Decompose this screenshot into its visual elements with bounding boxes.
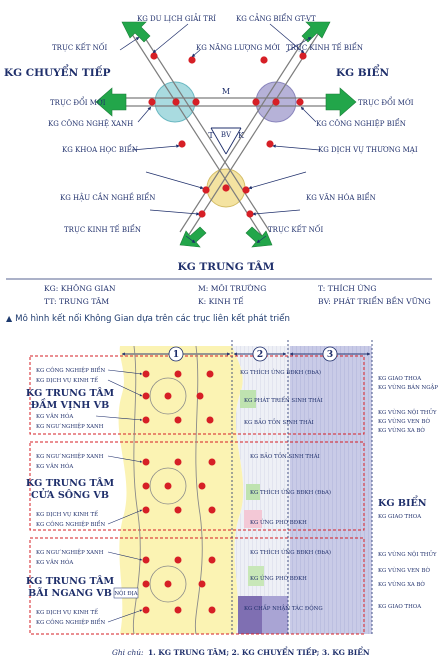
legend-kg: KG: KHÔNG GIAN — [44, 284, 116, 293]
right-label-3: KG VÙNG NỘI THỦY — [378, 410, 437, 416]
zone-number-3: 3 — [326, 350, 334, 360]
right-label-4: KG VÙNG VEN BỜ — [378, 419, 430, 425]
label-du-lich: KG DU LỊCH GIẢI TRÍ — [137, 15, 216, 23]
right-label-6: KG GIAO THOA — [378, 514, 422, 520]
left-label-5: KG NGƯ NGHIỆP XANH — [36, 454, 104, 460]
label-nang-luong: KG NĂNG LƯỢNG MỚI — [196, 44, 281, 52]
center-3-line2: BÃI NGANG VB — [28, 588, 112, 599]
connection-model-diagram — [0, 0, 438, 280]
mid-label-6: KG ỨNG PHÓ BĐKH — [250, 520, 307, 526]
left-label-8: KG CÔNG NGHIỆP BIỂN — [36, 522, 106, 528]
figure-caption — [6, 314, 436, 324]
mid-label-9: KG CHẤP NHẬN TÁC ĐỘNG — [244, 606, 323, 612]
abbreviation-legend — [0, 278, 438, 310]
left-label-11: KG DỊCH VỤ KINH TẾ — [36, 610, 99, 616]
right-label-2: KG VÙNG BÁN NGẬP — [378, 385, 438, 391]
coastal-zoning-diagram — [0, 334, 438, 665]
legend-k: K: KINH TẾ — [198, 297, 244, 306]
inland-tag-text: NỘI ĐỊA — [114, 591, 138, 597]
mid-label-8: KG ỨNG PHÓ BĐKH — [250, 576, 307, 582]
label-truc-doi-moi-left: TRỤC ĐỔI MỚI — [50, 99, 106, 107]
left-label-7: KG DỊCH VỤ KINH TẾ — [36, 512, 99, 518]
left-label-3: KG VĂN HÓA — [36, 414, 74, 420]
label-khoa-hoc-bien: KG KHOA HỌC BIỂN — [62, 146, 138, 154]
label-truc-ket-noi-bottom-right: TRỤC KẾT NỐI — [268, 226, 324, 234]
zone-number-1: 1 — [172, 350, 180, 360]
right-label-7: KG VÙNG NỘI THỦY — [378, 552, 437, 558]
left-label-6: KG VĂN HÓA — [36, 464, 74, 470]
legend-tt: TT: TRUNG TÂM — [44, 297, 110, 306]
kg-bien-bottom: KG BIỂN — [378, 498, 427, 509]
label-van-hoa-bien: KG VĂN HÓA BIỂN — [306, 194, 376, 202]
label-cong-nghe-xanh: KG CÔNG NGHỆ XANH — [48, 120, 134, 128]
mid-label-1: KG THÍCH ỨNG BĐKH (ĐbA) — [240, 370, 321, 376]
note-text: 1. KG TRUNG TÂM; 2. KG CHUYỂN TIẾP; 3. KG BIỂN — [148, 648, 370, 657]
caption-text: Mô hình kết nối Không Gian dựa trên các trục liên kết phát triển — [15, 314, 290, 324]
mid-label-3: KG BẢO TỒN SINH THÁI — [244, 420, 314, 426]
label-cang-bien: KG CẢNG BIỂN GT-VT — [236, 15, 316, 23]
left-label-1: KG CÔNG NGHIỆP BIỂN — [36, 368, 106, 374]
label-kg-chuyen-tiep: KG CHUYỂN TIẾP — [4, 67, 111, 79]
label-truc-doi-moi-right: TRỤC ĐỔI MỚI — [358, 99, 414, 107]
label-truc-kinh-te-bien-top-right: TRỤC KINH TẾ BIỂN — [286, 44, 364, 52]
right-label-5: KG VÙNG XA BỜ — [378, 428, 425, 434]
center-2-line2: CỬA SÔNG VB — [31, 490, 109, 501]
left-label-10: KG VĂN HÓA — [36, 560, 74, 566]
mid-label-2: KG PHÁT TRIỂN SINH THÁI — [244, 398, 323, 404]
triangle-icon: ▲ — [6, 314, 13, 323]
right-label-10: KG GIAO THOA — [378, 604, 422, 610]
label-kg-trung-tam: KG TRUNG TÂM — [177, 261, 275, 273]
label-cong-nghiep-bien: KG CÔNG NGHIỆP BIỂN — [316, 120, 406, 128]
note-prefix: Ghi chú: — [112, 648, 144, 657]
center-1-line1: KG TRUNG TÂM — [25, 388, 115, 399]
legend-m: M: MÔI TRƯỜNG — [198, 284, 267, 293]
label-m: M — [221, 87, 231, 96]
legend-t: T: THÍCH ỨNG — [318, 284, 377, 293]
label-k: K — [238, 131, 244, 140]
mid-label-5: KG THÍCH ỨNG BĐKH (ĐbA) — [250, 490, 331, 496]
mid-label-7: KG THÍCH ỨNG BĐKH (ĐbA) — [250, 550, 331, 556]
label-truc-kinh-te-bien-bottom-left: TRỤC KINH TẾ BIỂN — [64, 226, 142, 234]
center-2-line1: KG TRUNG TÂM — [25, 478, 115, 489]
mid-label-4: KG BẢO TỒN SINH THÁI — [250, 454, 320, 460]
label-hau-can: KG HẬU CẦN NGHỀ BIỂN — [60, 194, 156, 202]
legend-bv: BV: PHÁT TRIỂN BỀN VỮNG — [318, 297, 431, 306]
left-label-2: KG DỊCH VỤ KINH TẾ — [36, 378, 99, 384]
left-label-4: KG NGƯ NGHIỆP XANH — [36, 424, 104, 430]
label-bv: BV — [220, 131, 232, 139]
label-truc-ket-noi-top-left: TRỤC KẾT NỐI — [52, 44, 108, 52]
left-label-12: KG CÔNG NGHIỆP BIỂN — [36, 620, 106, 626]
right-label-8: KG VÙNG VEN BỜ — [378, 568, 430, 574]
patch-purple — [238, 596, 264, 634]
right-label-9: KG VÙNG XA BỜ — [378, 582, 425, 588]
patch-blue — [262, 596, 288, 634]
left-label-9: KG NGƯ NGHIỆP XANH — [36, 550, 104, 556]
label-t: T — [208, 131, 214, 140]
zone-number-2: 2 — [256, 350, 264, 360]
label-kg-bien: KG BIỂN — [336, 67, 390, 79]
right-label-1: KG GIAO THOA — [378, 376, 422, 382]
center-3-line1: KG TRUNG TÂM — [25, 576, 115, 587]
label-dich-vu-thuong-mai: KG DỊCH VỤ THƯƠNG MẠI — [318, 146, 418, 154]
center-1-line2: ĐẦM VỊNH VB — [30, 400, 110, 411]
